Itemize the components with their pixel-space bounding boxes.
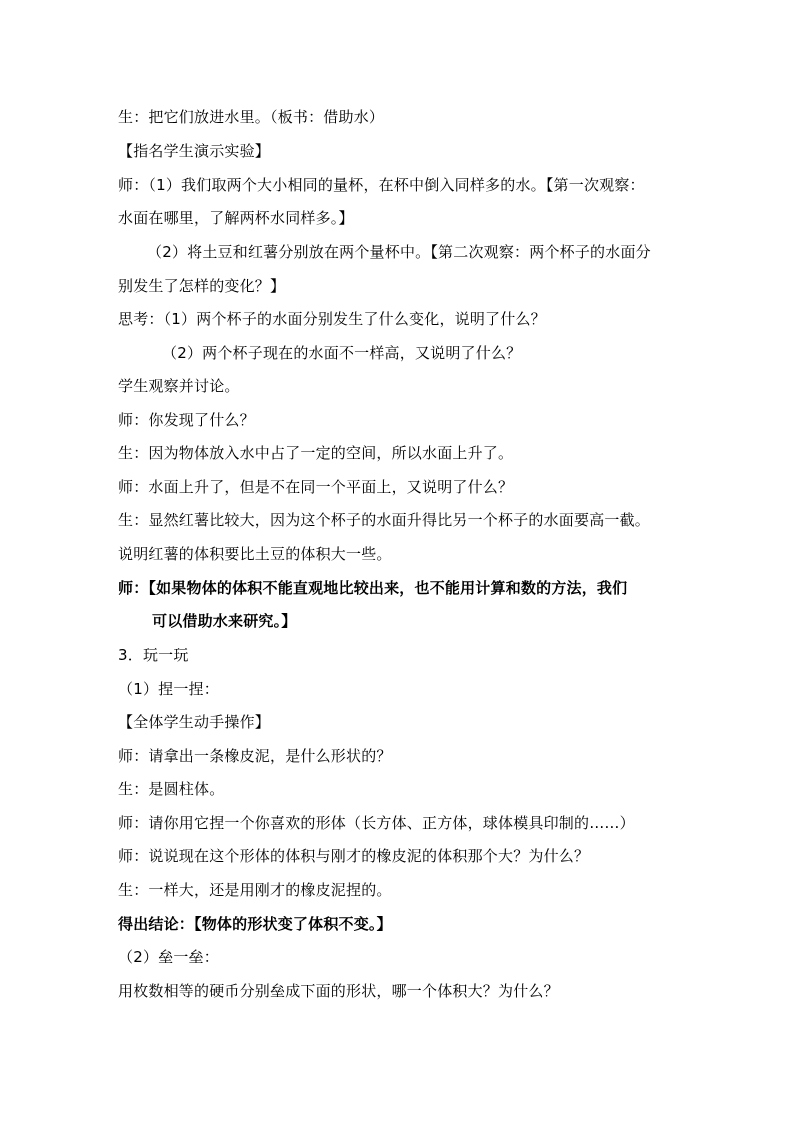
text-line: 生：把它们放进水里。（板书：借助水） (118, 108, 385, 126)
text-line (118, 914, 392, 934)
text-line: （2）两个杯子现在的水面不一样高，又说明了什么？ (162, 344, 522, 362)
text-line: 师：说说现在这个形体的体积与刚才的橡皮泥的体积那个大？为什么？ (118, 847, 590, 865)
text-line: 生：显然红薯比较大，因为这个杯子的水面升得比另一个杯子的水面要高一截。 (118, 511, 651, 529)
bold-note: 【如果物体的体积不能直观地比较出来，也不能用计算和数的方法，我们 (148, 579, 628, 597)
text-line: 学生观察并讨论。 (118, 377, 240, 395)
bold-note: 【物体的形状变了体积不变。】 (194, 915, 392, 933)
text-line: （2）垒一垒： (118, 948, 219, 966)
text-line: 说明红薯的体积要比土豆的体积大一些。 (118, 545, 392, 563)
text-line: 【指名学生演示实验】 (118, 142, 271, 160)
text-line: 生：是圆柱体。 (118, 780, 225, 798)
text-line: 别发生了怎样的变化？】 (118, 277, 286, 295)
text-line: 师：请你用它捏一个你喜欢的形体（长方体、正方体，球体模具印制的……） (118, 814, 635, 832)
text-line: （1）捏一捏： (118, 680, 219, 698)
text-line: 师：（1）我们取两个大小相同的量杯，在杯中倒入同样多的水。【第一次观察： (118, 176, 645, 194)
text-line (118, 578, 627, 598)
text-line: 可以借助水来研究。】 (152, 612, 297, 630)
text-line: 思考：（1）两个杯子的水面分别发生了什么变化，说明了什么？ (118, 310, 546, 328)
text-line: 生：一样大，还是用刚才的橡皮泥捏的。 (118, 881, 392, 899)
text-line: 师：请拿出一条橡皮泥，是什么形状的？ (118, 747, 392, 765)
text-line: 师：水面上升了，但是不在同一个平面上，又说明了什么？ (118, 478, 514, 496)
text-line: 师：你发现了什么？ (118, 411, 255, 429)
text-line: 用枚数相等的硬币分别垒成下面的形状，哪一个体积大？为什么？ (118, 982, 559, 1000)
text-line: （2）将土豆和红薯分别放在两个量杯中。【第二次观察：两个杯子的水面分 (147, 243, 651, 261)
section-heading: 3．玩一玩 (118, 646, 189, 664)
text-line: 水面在哪里，了解两杯水同样多。】 (118, 209, 354, 227)
speaker-label: 师： (118, 579, 149, 597)
conclusion-label: 得出结论： (118, 915, 195, 933)
text-line: 【全体学生动手操作】 (118, 713, 271, 731)
text-line: 生：因为物体放入水中占了一定的空间，所以水面上升了。 (118, 444, 514, 462)
